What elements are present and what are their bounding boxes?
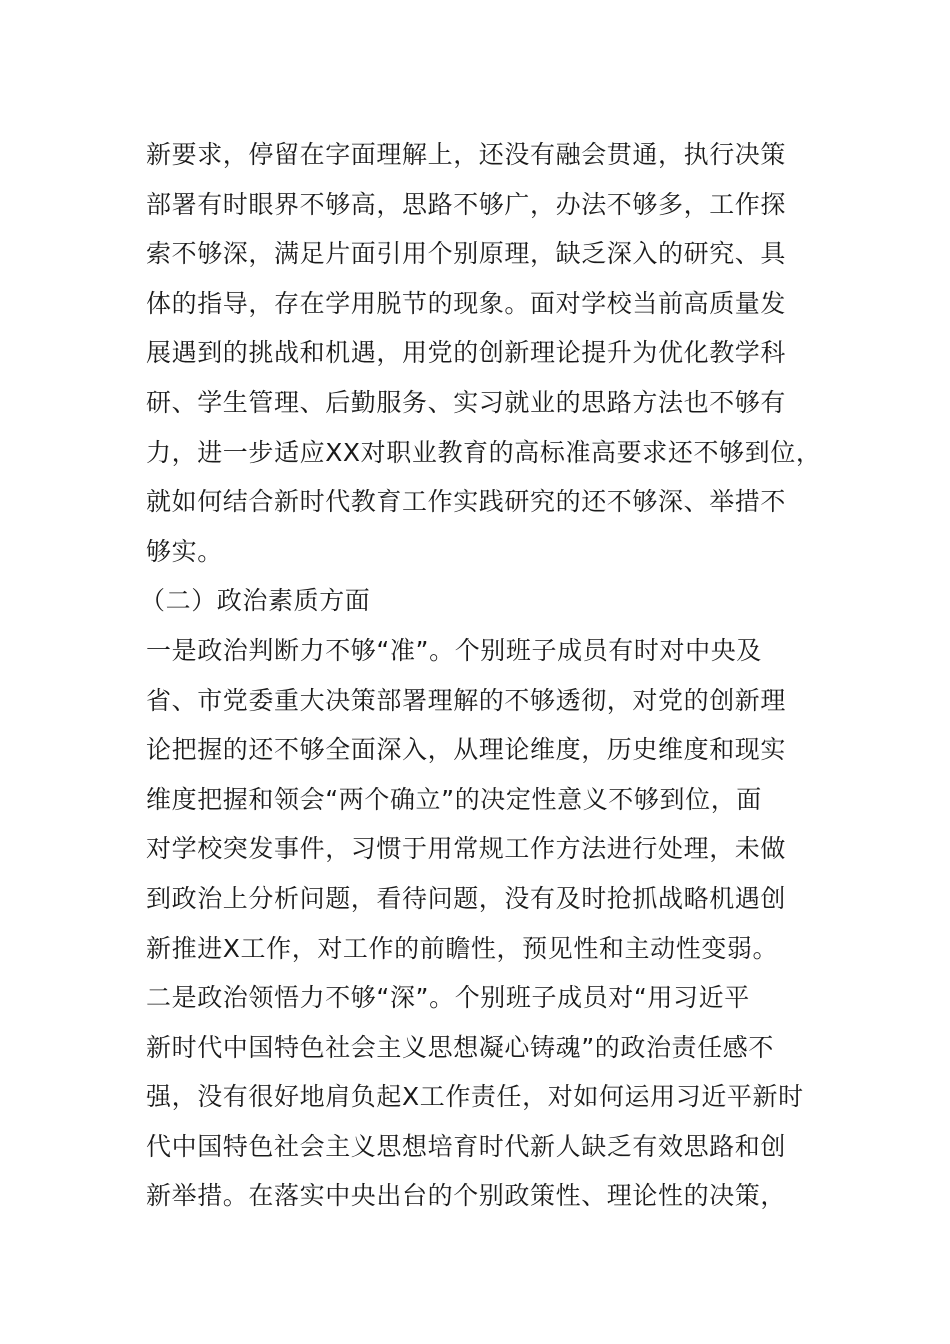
paragraph-line: 二是政治领悟力不够“深”。个别班子成员对“用习近平 [146,983,750,1013]
paragraph-line: 研、学生管理、后勤服务、实习就业的思路方法也不够有 [146,387,787,417]
paragraph-line: 体的指导，存在学用脱节的现象。面对学校当前高质量发 [146,288,787,318]
paragraph-line: 力，进一步适应XX对职业教育的高标准高要求还不够到位， [146,437,822,467]
section-heading: （二）政治素质方面 [140,586,371,616]
paragraph-line: 一是政治判断力不够“准”。个别班子成员有时对中央及 [146,635,762,665]
paragraph-line: 对学校突发事件，习惯于用常规工作方法进行处理，未做 [146,834,787,864]
paragraph-line: 维度把握和领会“两个确立”的决定性意义不够到位，面 [146,784,762,814]
paragraph-line: 索不够深，满足片面引用个别原理，缺乏深入的研究、具 [146,239,787,269]
paragraph-line: 新举措。在落实中央出台的个别政策性、理论性的决策， [146,1181,787,1211]
paragraph-line: 到政治上分析问题，看待问题，没有及时抢抓战略机遇创 [146,883,787,913]
document-body [140,130,822,1221]
paragraph-line: 就如何结合新时代教育工作实践研究的还不够深、举措不 [146,487,787,517]
paragraph-line: 新时代中国特色社会主义思想凝心铸魂”的政治责任感不 [146,1032,774,1062]
paragraph-line: 够实。 [146,536,223,566]
paragraph-line: 省、市党委重大决策部署理解的不够透彻，对党的创新理 [146,685,787,715]
paragraph-line: 论把握的还不够全面深入，从理论维度，历史维度和现实 [146,735,787,765]
paragraph-line: 代中国特色社会主义思想培育时代新人缺乏有效思路和创 [146,1131,787,1161]
paragraph-line: 新推进X工作，对工作的前瞻性，预见性和主动性变弱。 [146,933,779,963]
paragraph-line: 新要求，停留在字面理解上，还没有融会贯通，执行决策 [146,140,787,169]
paragraph-line: 展遇到的挑战和机遇，用党的创新理论提升为优化教学科 [146,338,787,368]
paragraph-line: 强，没有很好地肩负起X工作责任，对如何运用习近平新时 [146,1082,804,1112]
paragraph-line: 部署有时眼界不够高，思路不够广，办法不够多，工作探 [146,189,787,219]
